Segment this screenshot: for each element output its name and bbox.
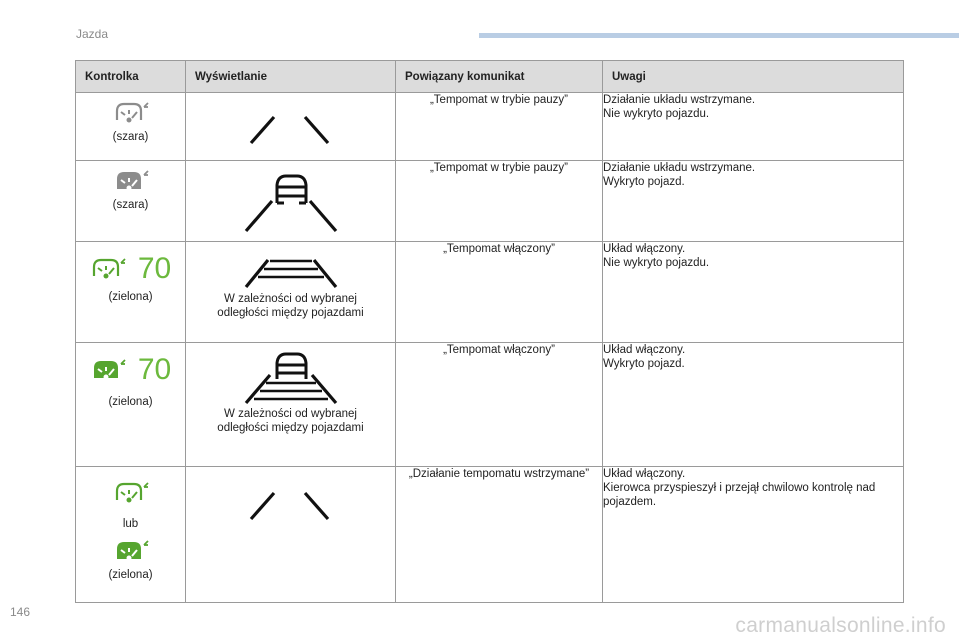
note-line: Układ włączony. — [603, 243, 686, 255]
table-row — [76, 242, 904, 343]
notes-cell — [603, 93, 904, 161]
note-line: Układ włączony. — [603, 344, 686, 356]
note-line: Wykryto pojazd. — [603, 358, 685, 370]
cruise-control-filled-icon — [90, 356, 126, 384]
table-row — [76, 467, 904, 603]
cruise-control-table — [75, 60, 904, 603]
cruise-control-filled-icon — [113, 537, 149, 565]
table-row — [76, 343, 904, 467]
indicator-color-label: (zielona) — [108, 569, 153, 581]
note-line: Nie wykryto pojazdu. — [603, 108, 710, 120]
column-header: Powiązany komunikat — [396, 61, 603, 93]
table-row — [76, 93, 904, 161]
display-cell — [186, 93, 396, 161]
message-cell — [396, 242, 603, 343]
cruise-control-filled-icon — [113, 167, 149, 195]
indicator-color-label: (zielona) — [108, 396, 153, 408]
note-line: Układ włączony. — [603, 468, 686, 480]
message-text: „Tempomat włączony” — [443, 344, 555, 356]
message-cell — [396, 161, 603, 242]
speed-value: 70 — [137, 353, 172, 386]
note-line: Kierowca przyspieszył i przejął chwilowo kontrolę nad pojazdem. — [603, 482, 876, 508]
page-number: 146 — [10, 605, 31, 619]
indicator-color-label: (szara) — [112, 131, 149, 143]
notes-cell — [603, 161, 904, 242]
indicator-color-label: (szara) — [112, 199, 149, 211]
message-cell — [396, 467, 603, 603]
notes-cell — [603, 343, 904, 467]
watermark: carmanualsonline.info — [735, 614, 946, 637]
section-title: Jazda — [76, 27, 109, 41]
lane-lines-icon — [186, 467, 396, 539]
display-caption: odległości między pojazdami — [217, 307, 364, 319]
display-cell — [186, 242, 396, 343]
display-caption: W zależności od wybranej — [224, 293, 357, 305]
notes-cell — [603, 242, 904, 343]
indicator-cell — [76, 93, 186, 161]
lane-car-distance-bars-icon — [186, 343, 396, 407]
column-header: Uwagi — [603, 61, 904, 93]
indicator-cell — [76, 242, 186, 343]
message-text: „Działanie tempomatu wstrzymane” — [408, 468, 590, 480]
display-cell — [186, 161, 396, 242]
header-bar — [479, 33, 959, 38]
message-text: „Tempomat w trybie pauzy” — [429, 94, 569, 106]
cruise-control-outline-icon — [90, 255, 126, 283]
note-line: Wykryto pojazd. — [603, 176, 685, 188]
indicator-cell — [76, 467, 186, 603]
note-line: Działanie układu wstrzymane. — [603, 162, 756, 174]
message-text: „Tempomat w trybie pauzy” — [429, 162, 569, 174]
cruise-control-outline-icon — [113, 99, 149, 127]
display-caption: W zależności od wybranej — [224, 408, 357, 420]
table-header-row — [76, 61, 904, 93]
indicator-cell — [76, 343, 186, 467]
note-line: Działanie układu wstrzymane. — [603, 94, 756, 106]
column-header: Kontrolka — [76, 61, 186, 93]
display-cell — [186, 343, 396, 467]
column-header: Wyświetlanie — [186, 61, 396, 93]
lane-lines-icon — [186, 93, 396, 159]
note-line: Nie wykryto pojazdu. — [603, 257, 710, 269]
indicator-cell — [76, 161, 186, 242]
notes-cell — [603, 467, 904, 603]
table-row — [76, 161, 904, 242]
display-caption: odległości między pojazdami — [217, 422, 364, 434]
indicator-or-label: lub — [122, 518, 139, 530]
lane-with-car-icon — [186, 161, 396, 241]
lane-distance-bars-icon — [186, 242, 396, 292]
message-text: „Tempomat włączony” — [443, 243, 555, 255]
indicator-color-label: (zielona) — [108, 291, 153, 303]
cruise-control-outline-icon — [113, 479, 149, 507]
message-cell — [396, 93, 603, 161]
display-cell — [186, 467, 396, 603]
speed-value: 70 — [137, 252, 172, 285]
message-cell — [396, 343, 603, 467]
